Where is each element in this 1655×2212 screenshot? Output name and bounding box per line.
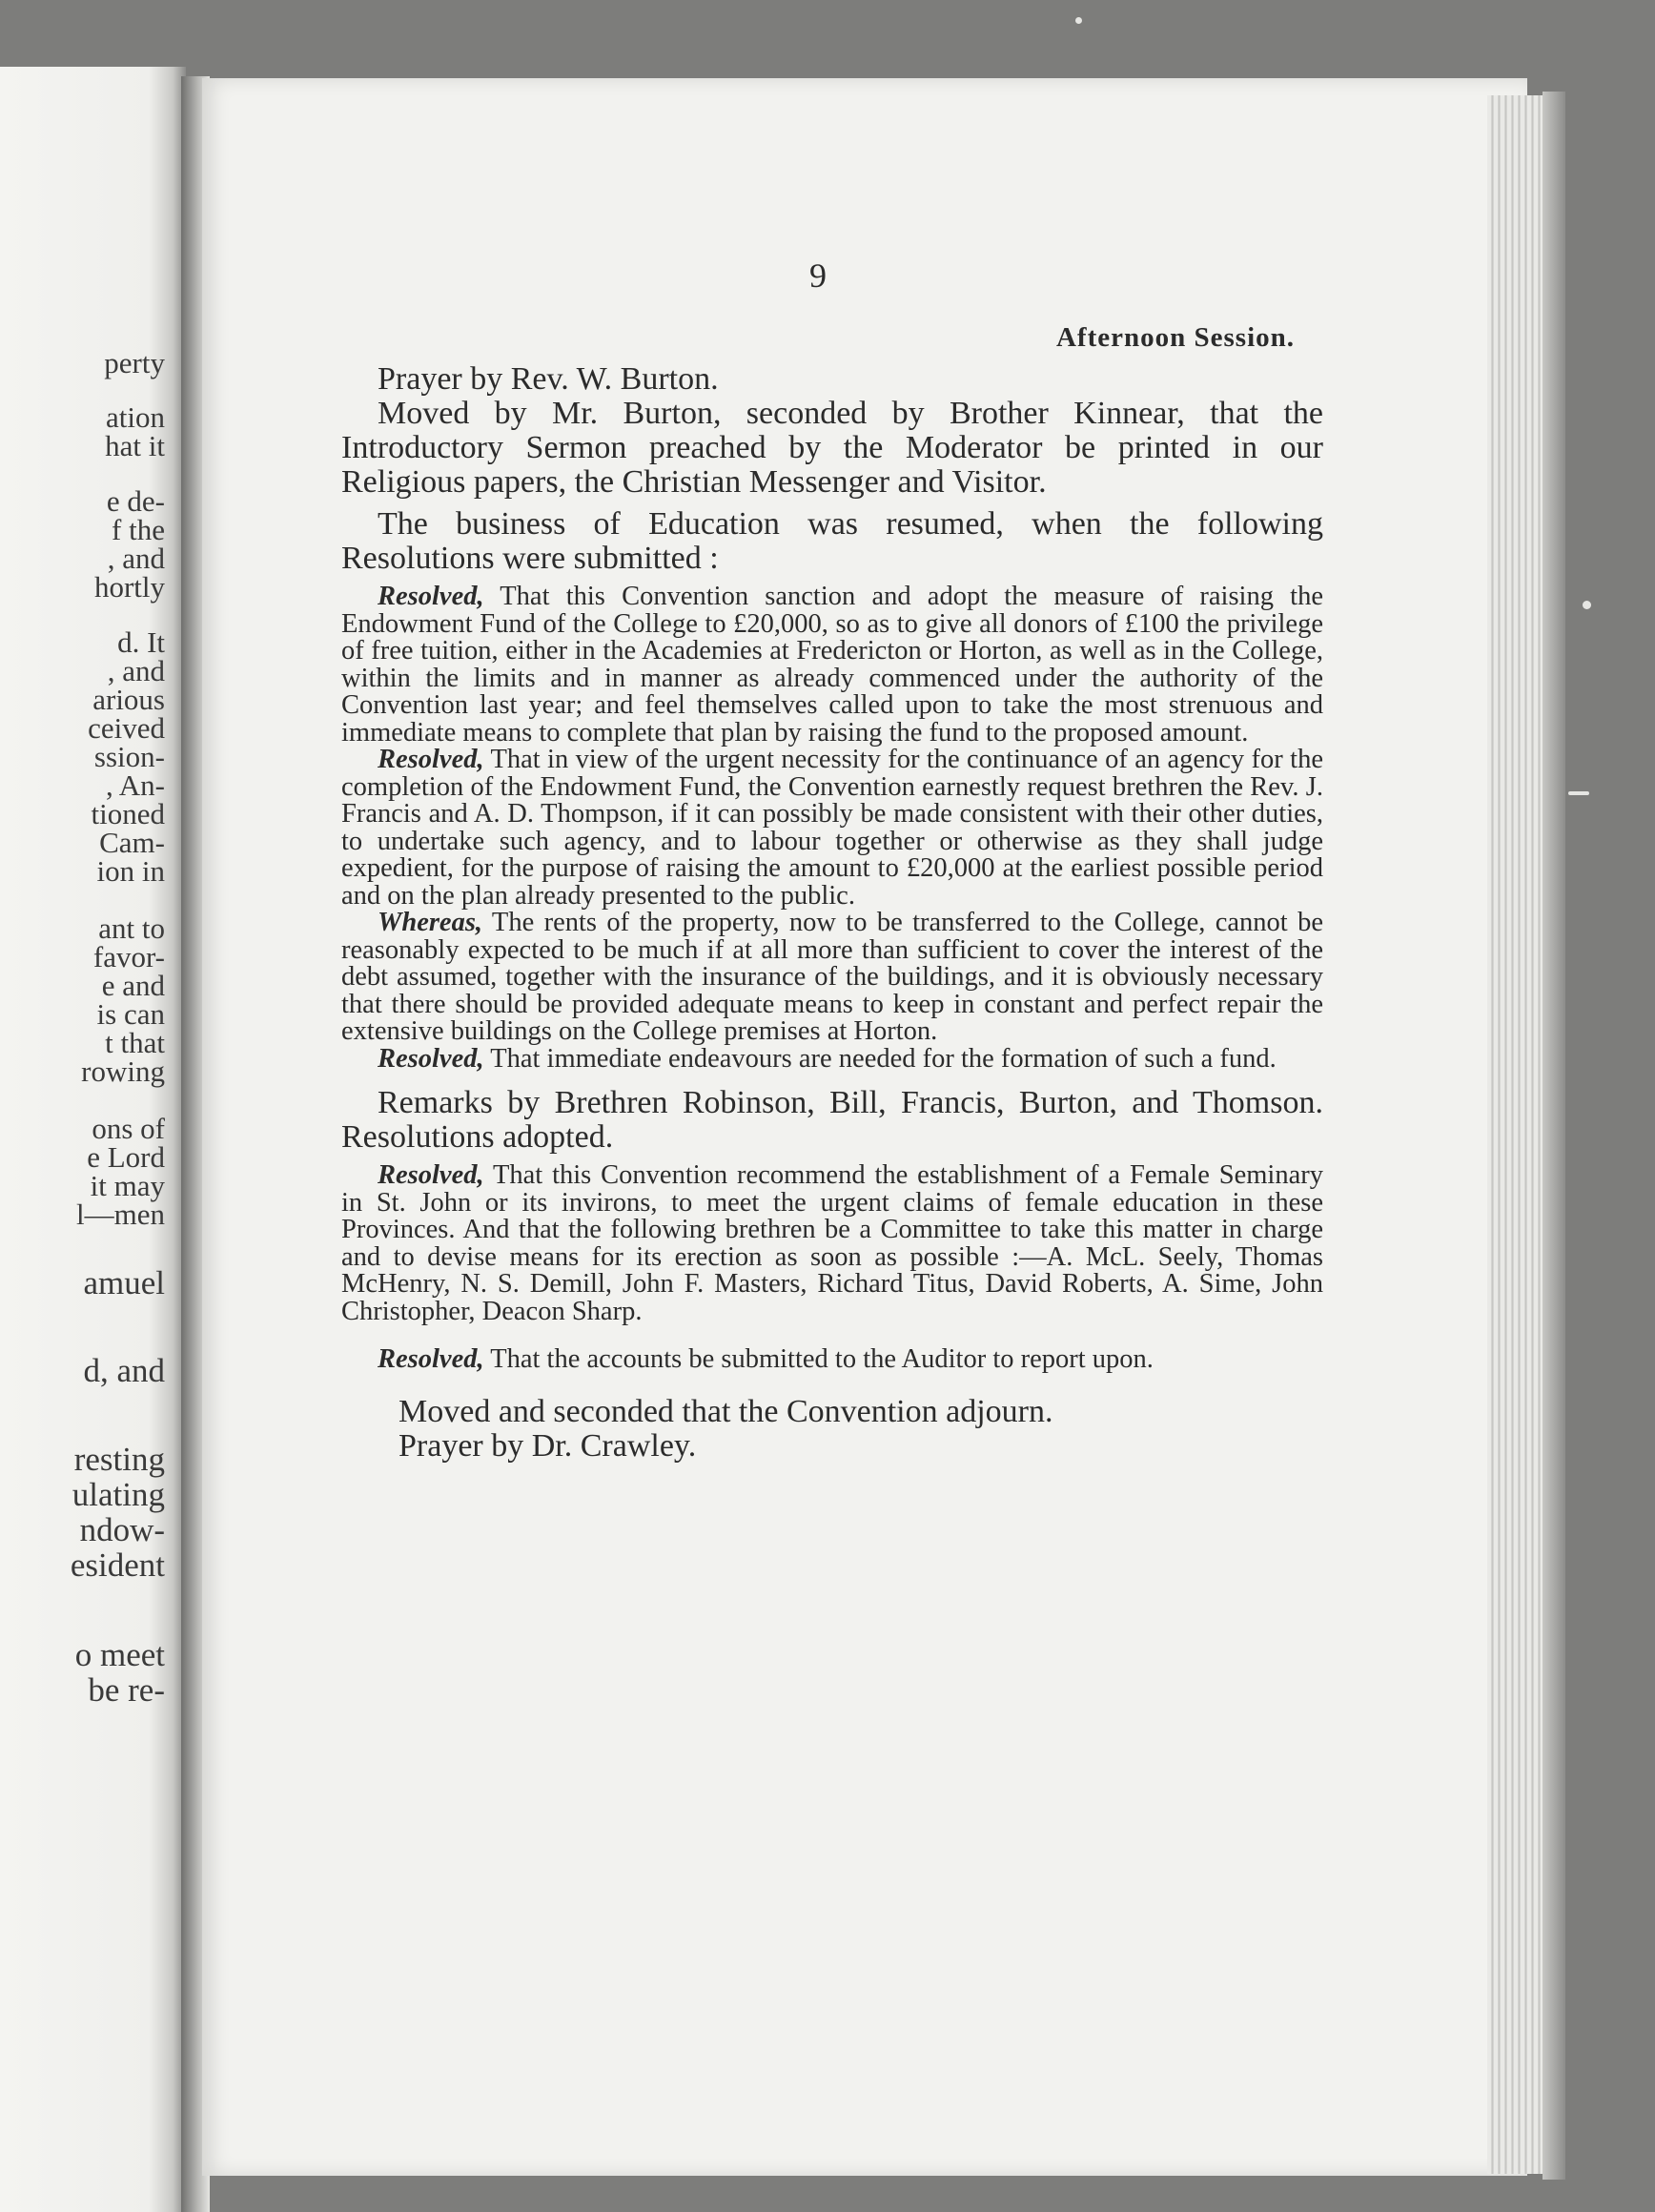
resolution: Whereas, The rents of the property, now to be transferred to the College, cannot be reasonably expected to be much if at all more than sufficient to cover the interest of the debt assumed, together with the insurance of the buildings, and it is obviously necessary that there should be provided adequate means to keep in constant and perfect repair the extensive buildings on the College premises at Horton. [341, 908, 1323, 1046]
left-page-fragment: rowing [81, 1055, 165, 1088]
paragraph: The business of Education was resumed, when the following Resolutions were submitted : [341, 506, 1323, 576]
paragraph: Prayer by Dr. Crawley. [398, 1427, 697, 1464]
page-number: 9 [809, 256, 827, 295]
left-page-fragment: ceived [88, 711, 165, 745]
left-page-fragment: ulating [72, 1476, 165, 1513]
left-page-fragment: e and [101, 969, 165, 1002]
left-page-fragment: ion in [96, 854, 165, 888]
resolution: Resolved, That this Convention recommend the establishment of a Female Seminary in St. John or its invirons, to meet the urgent claims of female education in these Provinces. And that the following brethren be a Committee to take this matter in charge and to devise means for its erection as soon as possible :—A. McL. Seely, Thomas McHenry, N. S. Demill, John F. Masters, Richard Titus, David Roberts, A. Sime, John Christopher, Deacon Sharp. [341, 1160, 1323, 1326]
left-page-fragment: , and [107, 654, 165, 687]
paragraph: Remarks by Brethren Robinson, Bill, Francis, Burton, and Thomson. Resolutions adopted. [341, 1085, 1323, 1155]
left-page-fragment: e Lord [87, 1140, 165, 1174]
left-page-fragment: t that [105, 1026, 165, 1059]
left-page-fragment: it may [90, 1169, 165, 1202]
paragraph: Prayer by Rev. W. Burton. [378, 361, 719, 397]
left-page-fragment: is can [96, 997, 165, 1031]
left-facing-page [0, 67, 186, 2212]
resolution: Resolved, That the accounts be submitted to the Auditor to report upon. [378, 1344, 1154, 1374]
left-page-fragment: arious [92, 683, 165, 716]
left-page-fragment: ant to [98, 911, 165, 945]
dust-speck [1568, 791, 1589, 795]
left-page-fragment: hortly [93, 570, 165, 604]
left-page-fragment: amuel [83, 1264, 165, 1301]
resolution: Resolved, That this Convention sanction and adopt the measure of raising the Endowment Fund of the College to £20,000, so as to give all donors of £100 the privilege of free tuition, either in the Academies at Fredericton or Horton, as well as in the College, within the limits and in manner as already commenced under the authority of the Convention last year; and feel themselves called upon to take the most strenuous and immediate means to complete that plan by raising the fund to the proposed amount. [341, 582, 1323, 748]
resolution: Resolved, That in view of the urgent necessity for the continuance of an agency for the completion of the Endowment Fund, the Convention earnestly request brethren the Rev. J. Francis and A. D. Thompson, if it can possibly be made consistent with their other duties, to undertake such agency, and to labour together or otherwise as they shall judge expedient, for the purpose of raising the amount to £20,000 at the earliest possible period and on the plan already presented to the public. [341, 745, 1323, 911]
page-body [341, 362, 1323, 1464]
paragraph: Moved and seconded that the Convention adjourn. [398, 1393, 1053, 1429]
left-page-fragment: ndow- [79, 1511, 165, 1548]
left-page-fragment: favor- [92, 940, 165, 973]
left-page-fragment: ons of [92, 1112, 165, 1145]
dust-speck [1075, 17, 1082, 24]
dust-speck [1583, 601, 1591, 609]
left-page-fragment: resting [73, 1441, 165, 1478]
left-page-fragment: o meet [74, 1636, 165, 1673]
page-edges [1487, 95, 1544, 2174]
left-page-fragment: perty [104, 346, 165, 379]
left-page-fragment: hat it [105, 429, 165, 462]
page-edge-shadow [1543, 92, 1565, 2180]
session-heading: Afternoon Session. [1055, 322, 1295, 353]
left-page-fragment: ation [106, 400, 165, 434]
left-page-fragment: e de- [106, 484, 165, 518]
left-page-fragment: l—men [76, 1198, 165, 1231]
left-page-fragment: f the [112, 513, 165, 546]
left-page-fragment: ssion- [93, 740, 165, 773]
left-page-fragment: esident [70, 1546, 165, 1584]
left-page-fragment: be re- [88, 1671, 165, 1709]
paragraph: Moved by Mr. Burton, seconded by Brother Kinnear, that the Introductory Sermon preached by the Moderator be printed in our Religious papers, the Christian Messenger and Visitor. [341, 396, 1323, 500]
resolution: Resolved, That immediate endeavours are needed for the formation of such a fund. [378, 1043, 1277, 1074]
left-page-fragment: , An- [106, 768, 165, 802]
left-page-fragment: d. It [117, 625, 165, 659]
left-page-fragment: , and [107, 542, 165, 575]
left-page-fragment: tioned [91, 797, 165, 830]
left-page-fragment: d, and [83, 1352, 165, 1389]
left-page-fragment: Cam- [99, 826, 165, 859]
